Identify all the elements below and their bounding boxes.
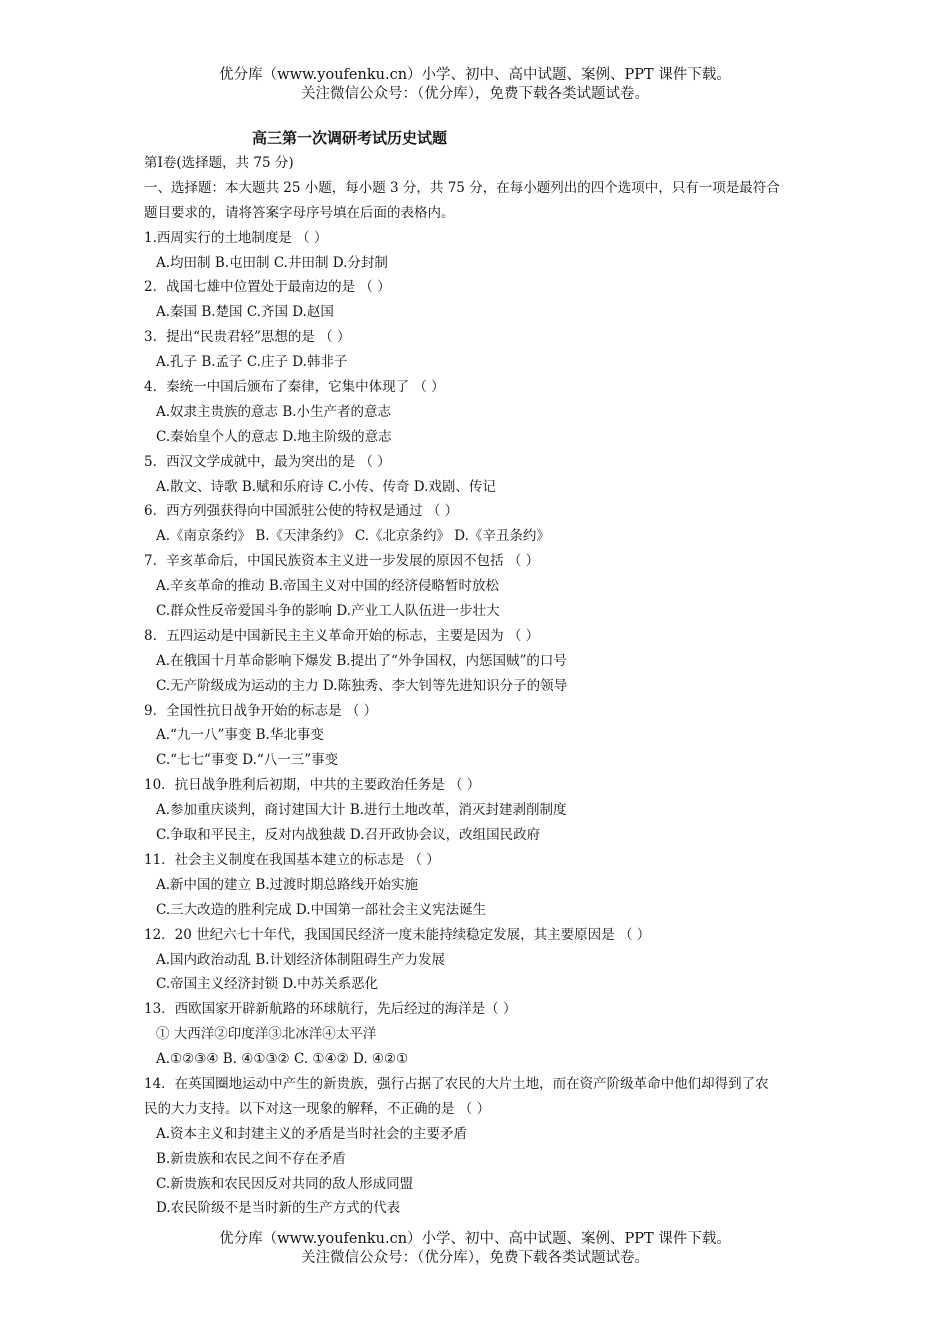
answer-options: A.新中国的建立 B.过渡时期总路线开始实施 — [156, 876, 419, 893]
question-stem: 10．抗日战争胜利后初期，中共的主要政治任务是 （ ） — [144, 777, 481, 794]
exam-title: 高三第一次调研考试历史试题 — [252, 129, 448, 147]
question-stem: 6．西方列强获得向中国派驻公使的特权是通过 （ ） — [144, 503, 459, 520]
question-stem: 12．20 世纪六七十年代，我国国民经济一度未能持续稳定发展，其主要原因是 （ ） — [144, 926, 651, 943]
question-stem: 8．五四运动是中国新民主主义革命开始的标志，主要是因为 （ ） — [144, 627, 540, 644]
question-stem: 2．战国七雄中位置处于最南边的是 （ ） — [144, 279, 391, 296]
question-stem: 7．辛亥革命后，中国民族资本主义进一步发展的原因不包括 （ ） — [144, 553, 540, 570]
question-stem-continued: 民的大力支持。以下对这一现象的解释，不正确的是 （ ） — [144, 1100, 491, 1117]
answer-options: A.《南京条约》 B.《天津条约》 C.《北京条约》 D.《辛丑条约》 — [156, 528, 550, 545]
question-stem: 13．西欧国家开辟新航路的环球航行，先后经过的海洋是（ ） — [144, 1001, 517, 1018]
answer-options: A.①②③④ B. ④①③② C. ①④② D. ④②① — [156, 1051, 409, 1068]
answer-options: ① 大西洋②印度洋③北冰洋④太平洋 — [156, 1026, 377, 1043]
answer-options: A.“九一八”事变 B.华北事变 — [156, 727, 324, 744]
page-footer — [0, 1230, 950, 1268]
section-heading: 第Ⅰ卷(选择题，共 75 分) — [144, 155, 294, 171]
instruction-line: 一、选择题：本大题共 25 小题，每小题 3 分，共 75 分，在每小题列出的四个选项中，只有一项是最符合 — [144, 179, 780, 196]
question-stem: 11．社会主义制度在我国基本建立的标志是 （ ） — [144, 851, 440, 868]
answer-options: A.秦国 B.楚国 C.齐国 D.赵国 — [156, 304, 334, 321]
answer-options: C.新贵族和农民因反对共同的敌人形成同盟 — [156, 1175, 414, 1192]
answer-options: A.在俄国十月革命影响下爆发 B.提出了“外争国权，内惩国贼”的口号 — [156, 652, 567, 669]
answer-options: A.孔子 B.孟子 C.庄子 D.韩非子 — [156, 354, 348, 371]
header-line-1: 优分库（www.youfenku.cn）小学、初中、高中试题、案例、PPT 课件下载。 — [219, 67, 731, 83]
question-stem: 1.西周实行的土地制度是 （ ） — [144, 229, 328, 246]
question-stem: 14．在英国圈地运动中产生的新贵族，强行占据了农民的大片土地，而在资产阶级革命中他们却得到了农 — [144, 1075, 769, 1092]
answer-options: A.参加重庆谈判，商讨建国大计 B.进行土地改革，消灭封建剥削制度 — [156, 802, 567, 819]
answer-options: D.农民阶级不是当时新的生产方式的代表 — [156, 1200, 401, 1217]
answer-options: C.帝国主义经济封锁 D.中苏关系恶化 — [156, 976, 379, 993]
answer-options: C.三大改造的胜利完成 D.中国第一部社会主义宪法诞生 — [156, 901, 487, 918]
answer-options: A.辛亥革命的推动 B.帝国主义对中国的经济侵略暂时放松 — [156, 578, 500, 595]
answer-options: A.奴隶主贵族的意志 B.小生产者的意志 — [156, 403, 392, 420]
footer-line-1: 优分库（www.youfenku.cn）小学、初中、高中试题、案例、PPT 课件下载。 — [219, 1231, 731, 1247]
answer-options: C.秦始皇个人的意志 D.地主阶级的意志 — [156, 428, 392, 445]
question-stem: 3．提出“民贵君轻”思想的是 （ ） — [144, 329, 351, 346]
answer-options: C.无产阶级成为运动的主力 D.陈独秀、李大钊等先进知识分子的领导 — [156, 677, 568, 694]
question-stem: 5．西汉文学成就中，最为突出的是 （ ） — [144, 453, 391, 470]
answer-options: B.新贵族和农民之间不存在矛盾 — [156, 1150, 346, 1167]
answer-options: C.“七七”事变 D.“八一三”事变 — [156, 752, 339, 769]
header-line-2: 关注微信公众号：（优分库），免费下载各类试题试卷。 — [301, 86, 649, 102]
answer-options: C.群众性反帝爱国斗争的影响 D.产业工人队伍进一步壮大 — [156, 603, 500, 620]
answer-options: C.争取和平民主，反对内战独裁 D.召开政协会议，改组国民政府 — [156, 827, 541, 844]
instruction-line: 题目要求的，请将答案字母序号填在后面的表格内。 — [144, 204, 455, 221]
answer-options: A.散文、诗歌 B.赋和乐府诗 C.小传、传奇 D.戏剧、传记 — [156, 478, 496, 495]
question-stem: 4．秦统一中国后颁布了秦律，它集中体现了 （ ） — [144, 379, 445, 396]
answer-options: A.资本主义和封建主义的矛盾是当时社会的主要矛盾 — [156, 1125, 468, 1142]
question-stem: 9．全国性抗日战争开始的标志是 （ ） — [144, 702, 378, 719]
footer-line-2: 关注微信公众号：（优分库），免费下载各类试题试卷。 — [301, 1250, 649, 1266]
page-header — [0, 66, 950, 104]
exam-body — [144, 151, 814, 1221]
answer-options: A.国内政治动乱 B.计划经济体制阻碍生产力发展 — [156, 951, 446, 968]
answer-options: A.均田制 B.屯田制 C.井田制 D.分封制 — [156, 254, 388, 271]
